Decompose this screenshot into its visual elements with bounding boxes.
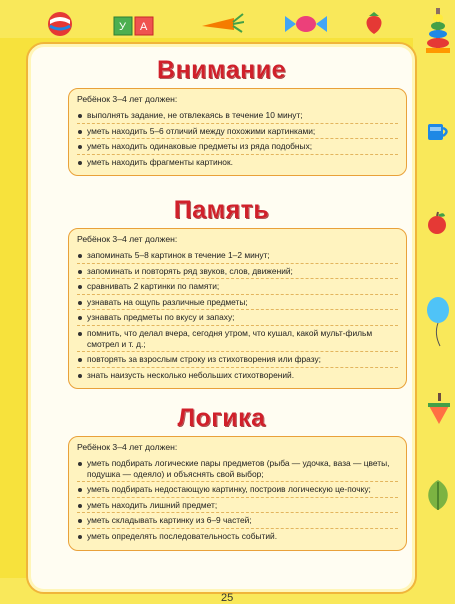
balloon-icon: [424, 296, 452, 348]
bullet-icon: [78, 504, 82, 508]
leaf-icon: [424, 478, 452, 512]
skills-list: [77, 248, 398, 382]
list-item: уметь находить фрагменты картинок.: [77, 155, 398, 170]
strawberry-icon: [362, 10, 386, 36]
bullet-icon: [78, 270, 82, 274]
candy-icon: [283, 13, 329, 35]
bullet-icon: [78, 301, 82, 305]
ball-icon: [46, 10, 74, 38]
section-box-memory: [68, 228, 407, 389]
list-item: повторять за взрослым строку из стихотворения или фразу;: [77, 352, 398, 368]
bullet-icon: [78, 114, 82, 118]
list-item: уметь подбирать логические пары предметов (рыба — удочка, ваза — цветы, подушка — одеяло) и объяснять свой выбор;: [77, 456, 398, 482]
bullet-icon: [78, 145, 82, 149]
content-page: [26, 42, 417, 594]
list-item: запоминать 5–8 картинок в течение 1–2 минут;: [77, 248, 398, 264]
bullet-icon: [78, 332, 82, 336]
skills-list: [77, 108, 398, 169]
section-title-attention: Внимание: [157, 56, 286, 84]
list-item: выполнять задание, не отвлекаясь в течение 10 минут;: [77, 108, 398, 124]
section-title-logic: Логика: [177, 404, 266, 432]
list-item: уметь находить лишний предмет;: [77, 498, 398, 514]
list-item: знать наизусть несколько небольших стихотворений.: [77, 368, 398, 383]
bullet-icon: [78, 535, 82, 539]
pyramid-toy-icon: [424, 6, 452, 56]
svg-text:А: А: [140, 21, 148, 33]
list-item: уметь определять последовательность событий.: [77, 529, 398, 544]
bullet-icon: [78, 519, 82, 523]
toy-blocks-icon: [113, 15, 157, 37]
apple-icon: [425, 210, 449, 236]
list-item: помнить, что делал вчера, сегодня утром, что кушал, какой мульт-фильм смотрел и т. д.;: [77, 326, 398, 352]
bullet-icon: [78, 374, 82, 378]
spinning-top-icon: [426, 392, 452, 426]
list-item: уметь находить одинаковые предметы из ряда подобных;: [77, 139, 398, 155]
page-number: 25: [221, 592, 234, 604]
skills-list: [77, 456, 398, 544]
bullet-icon: [78, 316, 82, 320]
list-item: сравнивать 2 картинки по памяти;: [77, 279, 398, 295]
bullet-icon: [78, 161, 82, 165]
list-item: узнавать предметы по вкусу и запаху;: [77, 310, 398, 326]
list-item: уметь находить 5–6 отличий между похожими картинками;: [77, 124, 398, 140]
section-box-logic: [68, 436, 407, 551]
bullet-icon: [78, 358, 82, 362]
section-box-attention: [68, 88, 407, 176]
carrot-icon: [200, 12, 244, 34]
list-item: запоминать и повторять ряд звуков, слов, движений;: [77, 264, 398, 280]
bullet-icon: [78, 488, 82, 492]
section-intro: Ребёнок 3–4 лет должен:: [77, 442, 178, 452]
list-item: уметь складывать картинку из 6–9 частей;: [77, 513, 398, 529]
mug-icon: [425, 118, 451, 144]
section-intro: Ребёнок 3–4 лет должен:: [77, 234, 178, 244]
bullet-icon: [78, 462, 82, 466]
bullet-icon: [78, 254, 82, 258]
section-title-memory: Память: [173, 196, 270, 224]
svg-text:У: У: [119, 21, 126, 33]
bullet-icon: [78, 130, 82, 134]
list-item: уметь подбирать недостающую картинку, построив логическую це-почку;: [77, 482, 398, 498]
bullet-icon: [78, 285, 82, 289]
list-item: узнавать на ощупь различные предметы;: [77, 295, 398, 311]
section-intro: Ребёнок 3–4 лет должен:: [77, 94, 178, 104]
